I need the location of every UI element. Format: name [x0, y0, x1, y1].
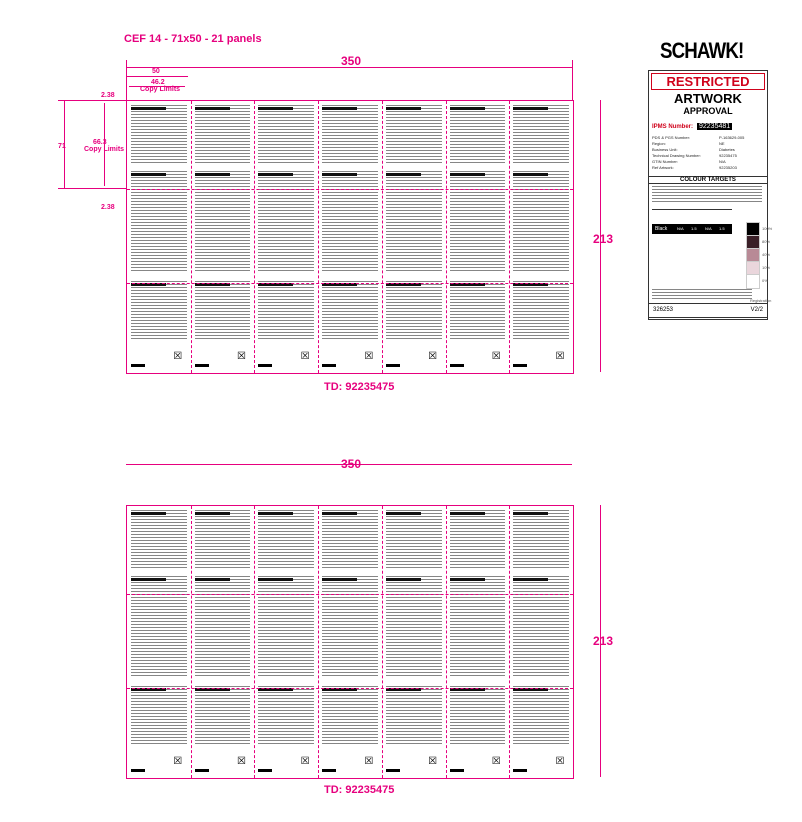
panel-heading-bar	[258, 173, 293, 176]
dim-tick	[58, 188, 126, 189]
panel-divider	[509, 506, 510, 778]
panel-heading-bar	[322, 173, 357, 176]
field-key: Business Unit:	[652, 147, 678, 152]
field-value: NE	[719, 141, 725, 146]
panel-heading-bar	[450, 578, 485, 581]
field-value: N/A	[719, 159, 726, 164]
height-total-label-2: 213	[593, 634, 614, 648]
panel-text-block	[195, 105, 251, 165]
waste-bin-icon: ☒	[555, 756, 565, 767]
panel-text-block	[195, 686, 251, 746]
tint-swatch	[746, 274, 760, 289]
manufacturer-mark	[513, 769, 527, 772]
panel-width-line	[126, 76, 188, 77]
panel-text-block	[258, 105, 314, 165]
field-key: GTIN Number:	[652, 159, 679, 164]
panel-heading-bar	[450, 512, 485, 515]
width-total-label: 350	[341, 54, 362, 68]
waste-bin-icon: ☒	[300, 756, 310, 767]
panel-heading-bar	[258, 107, 293, 110]
panel-text-block	[258, 686, 314, 746]
manufacturer-mark	[195, 769, 209, 772]
panel-text-block	[322, 576, 378, 676]
waste-bin-icon: ☒	[300, 351, 310, 362]
colour-targets-note	[652, 186, 762, 204]
registration-label: Registration	[750, 298, 772, 303]
panel-width-label: 50	[152, 68, 160, 75]
field-key: Technical Drawing Number:	[652, 153, 701, 158]
copy-width-label: 46.2	[151, 79, 165, 86]
panel-divider	[509, 101, 510, 373]
height-total-label: 213	[593, 232, 614, 246]
approval-disclaimer	[652, 289, 752, 299]
panel-divider	[446, 101, 447, 373]
ipms-value: 92235481	[699, 123, 731, 130]
panel-text-block	[322, 171, 378, 271]
td-number-label-2: TD: 92235475	[324, 784, 395, 796]
field-value: 92235203	[719, 165, 737, 170]
dim-tick	[572, 60, 573, 100]
panel-heading-bar	[131, 578, 166, 581]
panel-text-block	[131, 686, 187, 746]
panel-text-block	[513, 576, 569, 676]
panel-heading-bar	[386, 173, 421, 176]
waste-bin-icon: ☒	[491, 756, 501, 767]
field-key: PDS & PGS Number:	[652, 135, 691, 140]
manufacturer-mark	[386, 364, 400, 367]
artwork-sheet-front	[126, 100, 574, 374]
sheet-title: CEF 14 - 71x50 - 21 panels	[124, 33, 262, 45]
bottom-margin-label: 2.38	[101, 204, 115, 211]
panel-text-block	[195, 281, 251, 341]
waste-bin-icon: ☒	[428, 351, 438, 362]
panel-text-block	[258, 576, 314, 676]
panel-text-block	[386, 171, 442, 271]
manufacturer-mark	[131, 364, 145, 367]
manufacturer-mark	[258, 769, 272, 772]
td-number-label: TD: 92235475	[324, 381, 395, 393]
panel-divider	[318, 506, 319, 778]
panel-text-block	[386, 105, 442, 165]
panel-text-block	[195, 576, 251, 676]
fold-line	[127, 594, 573, 595]
waste-bin-icon: ☒	[173, 756, 183, 767]
panel-text-block	[450, 171, 506, 271]
panel-heading-bar	[513, 107, 548, 110]
approval-heading: APPROVAL	[683, 106, 733, 116]
panel-heading-bar	[195, 578, 230, 581]
manufacturer-mark	[513, 364, 527, 367]
field-value: 92235475	[719, 153, 737, 158]
panel-heading-bar	[513, 512, 548, 515]
tint-swatch-label: 40%	[762, 252, 771, 257]
panel-text-block	[322, 510, 378, 570]
panel-text-block	[513, 686, 569, 746]
panel-text-block	[386, 686, 442, 746]
artwork-sheet-back	[126, 505, 574, 779]
panel-text-block	[258, 171, 314, 271]
waste-bin-icon: ☒	[364, 756, 374, 767]
colour-row-v1: N/A	[677, 226, 684, 231]
field-key: Ref Artwork:	[652, 165, 674, 170]
schawk-logo: SCHAWK!	[660, 38, 744, 63]
fold-line	[127, 189, 573, 190]
panel-text-block	[258, 281, 314, 341]
panel-text-block	[513, 105, 569, 165]
manufacturer-mark	[322, 364, 336, 367]
copy-limits-label: Copy Limits	[140, 86, 181, 93]
manufacturer-mark	[131, 769, 145, 772]
left-margin-label: 2.38	[101, 92, 115, 99]
manufacturer-mark	[195, 364, 209, 367]
manufacturer-mark	[450, 364, 464, 367]
panel-heading-bar	[131, 512, 166, 515]
panel-text-block	[131, 281, 187, 341]
panel-heading-bar	[386, 578, 421, 581]
field-value: Diabetes	[719, 147, 735, 152]
panel-heading-bar	[195, 512, 230, 515]
panel-heading-bar	[386, 512, 421, 515]
panel-divider	[318, 101, 319, 373]
panel-heading-bar	[450, 173, 485, 176]
colour-row-name: Black	[655, 226, 668, 232]
tint-swatch-label: 10%	[762, 265, 771, 270]
tint-swatch-label: 80%	[762, 239, 771, 244]
waste-bin-icon: ☒	[236, 756, 246, 767]
colour-targets-title: COLOUR TARGETS	[649, 176, 767, 184]
panel-text-block	[450, 510, 506, 570]
waste-bin-icon: ☒	[173, 351, 183, 362]
panel-divider	[254, 506, 255, 778]
version-number: V2/2	[750, 307, 763, 313]
waste-bin-icon: ☒	[428, 756, 438, 767]
dim-tick	[58, 100, 126, 101]
panel-text-block	[258, 510, 314, 570]
width-total-label-2: 350	[341, 457, 362, 471]
panel-text-block	[322, 105, 378, 165]
job-number: 326253	[653, 307, 674, 313]
panel-heading-bar	[513, 578, 548, 581]
panel-divider	[446, 506, 447, 778]
artwork-heading: ARTWORK	[674, 91, 742, 106]
waste-bin-icon: ☒	[555, 351, 565, 362]
ipms-label: IPMS Number:	[652, 124, 694, 130]
panel-divider	[382, 506, 383, 778]
panel-heading-bar	[322, 107, 357, 110]
fold-line	[127, 283, 573, 284]
field-value: P-163629-005	[719, 135, 745, 140]
panel-text-block	[450, 105, 506, 165]
colour-row-v3: N/A	[705, 226, 712, 231]
panel-text-block	[450, 281, 506, 341]
panel-text-block	[513, 510, 569, 570]
panel-heading-bar	[258, 512, 293, 515]
panel-text-block	[386, 510, 442, 570]
copy-height-label: 66.3	[93, 139, 107, 146]
colour-table-header	[652, 209, 732, 225]
waste-bin-icon: ☒	[236, 351, 246, 362]
panel-heading-bar	[450, 107, 485, 110]
panel-heading-bar	[195, 173, 230, 176]
tint-swatch-label: 0%	[762, 278, 768, 283]
panel-heading-bar	[513, 173, 548, 176]
restricted-banner: RESTRICTED	[651, 73, 765, 90]
field-key: Region:	[652, 141, 666, 146]
panel-text-block	[450, 686, 506, 746]
panel-heading-bar	[258, 578, 293, 581]
panel-text-block	[513, 171, 569, 271]
panel-heading-bar	[131, 107, 166, 110]
tint-swatch-label: 100%	[762, 226, 773, 231]
panel-divider	[191, 101, 192, 373]
panel-heading-bar	[322, 578, 357, 581]
panel-divider	[191, 506, 192, 778]
panel-height-label: 71	[58, 143, 66, 150]
panel-heading-bar	[131, 173, 166, 176]
panel-text-block	[386, 576, 442, 676]
waste-bin-icon: ☒	[491, 351, 501, 362]
panel-heading-bar	[322, 512, 357, 515]
colour-row-v4: 1.5	[719, 226, 725, 231]
panel-divider	[382, 101, 383, 373]
panel-text-block	[131, 576, 187, 676]
dim-tick	[126, 60, 127, 100]
fold-line	[127, 688, 573, 689]
panel-text-block	[195, 171, 251, 271]
waste-bin-icon: ☒	[364, 351, 374, 362]
panel-text-block	[195, 510, 251, 570]
panel-text-block	[513, 281, 569, 341]
panel-text-block	[322, 686, 378, 746]
manufacturer-mark	[322, 769, 336, 772]
copy-height-limits-label: Copy Limits	[84, 146, 125, 153]
manufacturer-mark	[386, 769, 400, 772]
panel-text-block	[386, 281, 442, 341]
panel-text-block	[131, 105, 187, 165]
panel-heading-bar	[195, 107, 230, 110]
colour-row-v2: 1.5	[691, 226, 697, 231]
manufacturer-mark	[258, 364, 272, 367]
panel-divider	[254, 101, 255, 373]
panel-text-block	[131, 171, 187, 271]
panel-text-block	[131, 510, 187, 570]
panel-text-block	[450, 576, 506, 676]
panel-text-block	[322, 281, 378, 341]
approval-footer	[648, 303, 768, 318]
manufacturer-mark	[450, 769, 464, 772]
panel-heading-bar	[386, 107, 421, 110]
